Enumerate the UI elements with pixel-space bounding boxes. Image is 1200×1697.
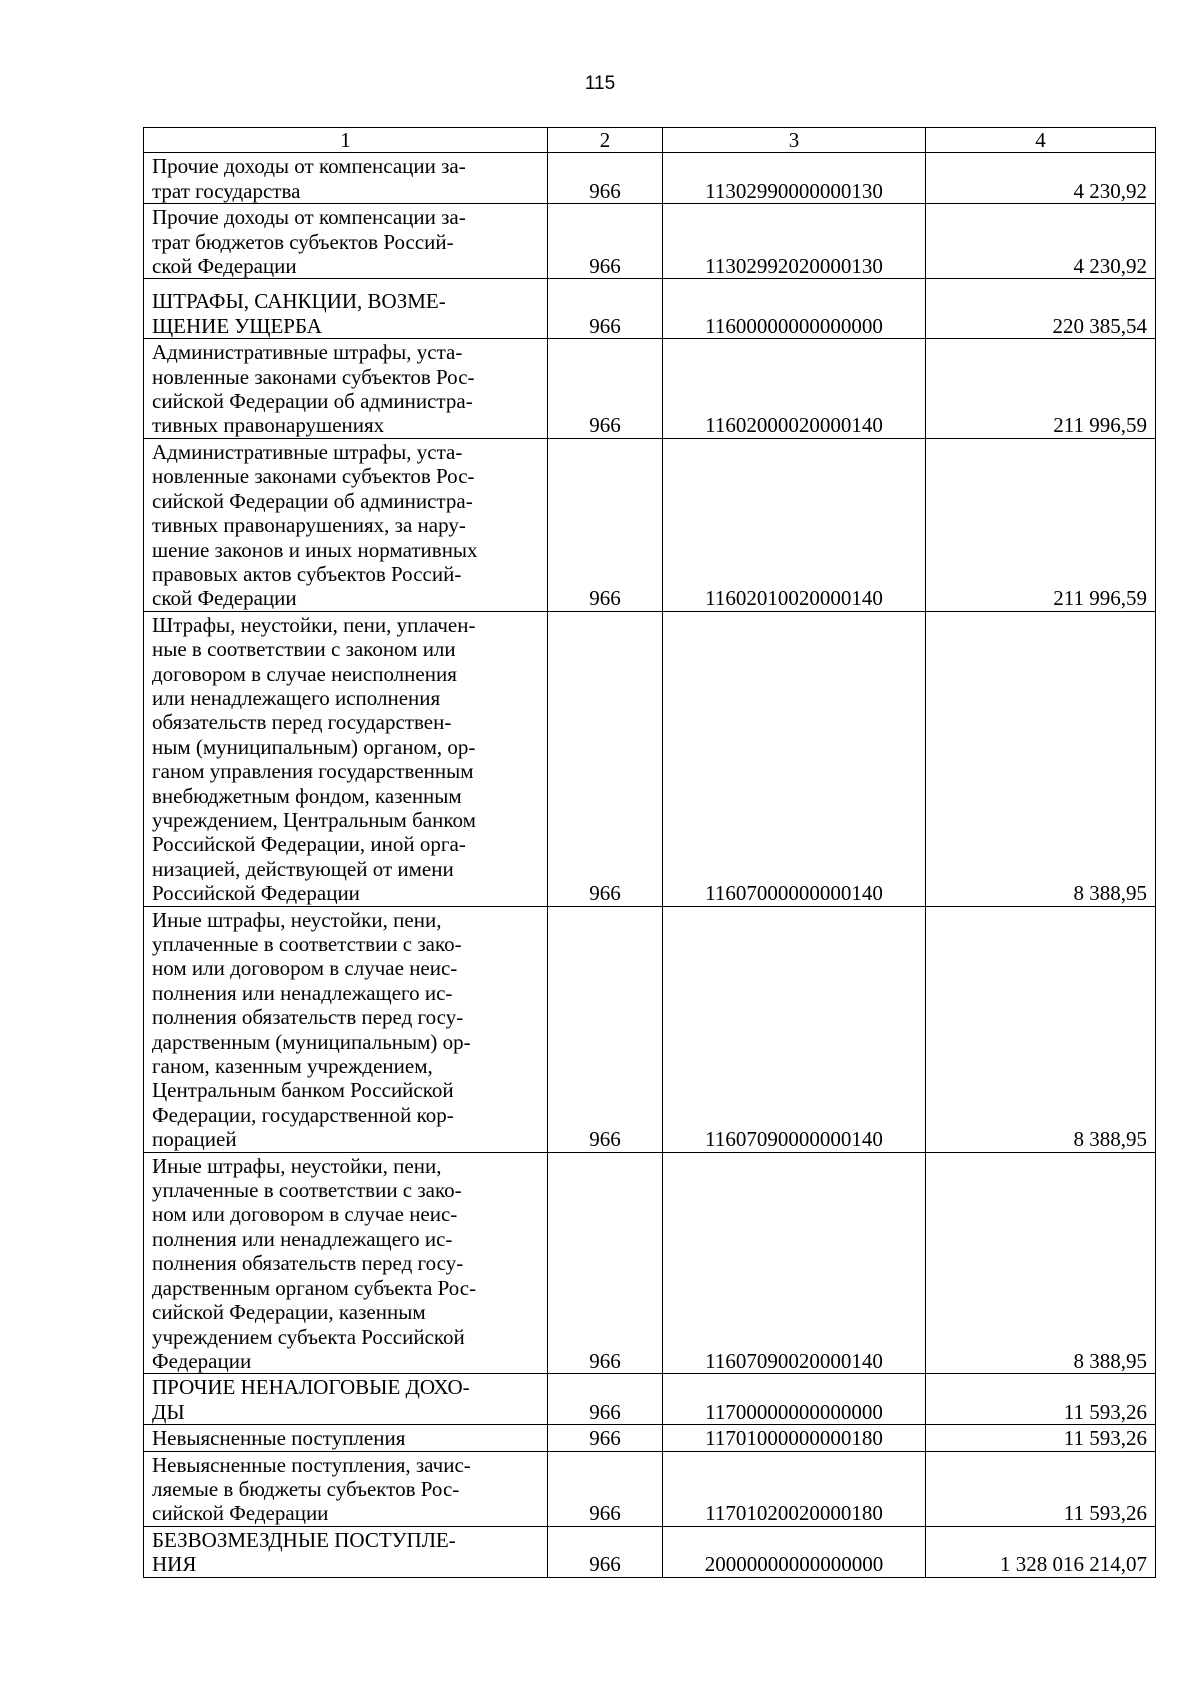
amount-cell: 8 388,95 (926, 1152, 1156, 1374)
budget-code-cell: 20000000000000000 (663, 1526, 926, 1577)
revenue-name-cell (144, 906, 548, 1152)
revenue-name-line: сийской Федерации (152, 1501, 329, 1526)
revenue-name-line: полнения или ненадлежащего ис- (152, 1226, 453, 1251)
revenue-name-line: Прочие доходы от компенсации за- (152, 205, 466, 230)
revenue-name-line: шение законов и иных нормативных (152, 537, 478, 562)
revenue-name-line: Федерации, государственной кор- (152, 1102, 454, 1127)
revenue-name-cell (144, 153, 548, 204)
revenue-name-line: ным (муниципальным) органом, ор- (152, 734, 476, 759)
revenue-name-cell (144, 339, 548, 439)
table-row (144, 204, 1156, 279)
budget-code-cell: 11602010020000140 (663, 438, 926, 611)
amount-cell: 4 230,92 (926, 153, 1156, 204)
admin-code-cell: 966 (548, 1152, 663, 1374)
admin-code-cell: 966 (548, 339, 663, 439)
budget-code-cell: 11602000020000140 (663, 339, 926, 439)
revenue-name-line: Российской Федерации, иной орга- (152, 832, 466, 857)
table-row (144, 906, 1156, 1152)
revenue-name-line: Штрафы, неустойки, пени, уплачен- (152, 612, 476, 637)
revenue-name-cell (144, 1451, 548, 1526)
revenue-name-line: ганом управления государственным (152, 759, 474, 784)
table-row (144, 1451, 1156, 1526)
revenue-name-line: сийской Федерации об администра- (152, 389, 473, 414)
admin-code-cell: 966 (548, 611, 663, 906)
revenue-name-line: НИЯ (152, 1552, 197, 1577)
revenue-name-line: сийской Федерации, казенным (152, 1300, 426, 1325)
column-header-1: 1 (144, 128, 548, 153)
revenue-name-line: ляемые в бюджеты субъектов Рос- (152, 1476, 460, 1501)
revenue-name-line: трат бюджетов субъектов Россий- (152, 229, 454, 254)
page-number: 115 (584, 73, 616, 94)
revenue-name-line: внебюджетным фондом, казенным (152, 783, 462, 808)
revenue-name-line: дарственным (муниципальным) ор- (152, 1029, 471, 1054)
revenue-name-line: новленные законами субъектов Рос- (152, 364, 475, 389)
admin-code-cell: 966 (548, 906, 663, 1152)
amount-cell: 211 996,59 (926, 438, 1156, 611)
table-header-row (144, 128, 1156, 153)
revenue-name-line: ганом, казенным учреждением, (152, 1054, 433, 1079)
revenue-name-line: полнения обязательств перед госу- (152, 1005, 464, 1030)
admin-code-cell: 966 (548, 1425, 663, 1451)
revenue-name-line: Центральным банком Российской (152, 1078, 454, 1103)
revenue-name-line: ДЫ (152, 1399, 185, 1424)
revenue-name-cell (144, 1526, 548, 1577)
revenue-name-line: ской Федерации (152, 586, 297, 611)
amount-cell: 4 230,92 (926, 204, 1156, 279)
revenue-name-line: учреждением, Центральным банком (152, 807, 476, 832)
admin-code-cell: 966 (548, 1451, 663, 1526)
revenue-table (143, 127, 1156, 1578)
table-row (144, 1152, 1156, 1374)
budget-code-cell: 11607090020000140 (663, 1152, 926, 1374)
revenue-name-cell (144, 1374, 548, 1425)
revenue-name-line: полнения или ненадлежащего ис- (152, 980, 453, 1005)
revenue-name-cell (144, 279, 548, 339)
revenue-name-line: ЩЕНИЕ УЩЕРБА (152, 313, 322, 338)
revenue-name-cell (144, 204, 548, 279)
admin-code-cell: 966 (548, 153, 663, 204)
revenue-name-line: ном или договором в случае неис- (152, 956, 458, 981)
revenue-name-cell (144, 611, 548, 906)
revenue-name-line: ской Федерации (152, 254, 297, 279)
revenue-name-line: тивных правонарушениях, за нару- (152, 513, 466, 538)
admin-code-cell: 966 (548, 1374, 663, 1425)
revenue-name-line: дарственным органом субъекта Рос- (152, 1275, 477, 1300)
revenue-name-line: ном или договором в случае неис- (152, 1202, 458, 1227)
budget-code-cell: 11607090000000140 (663, 906, 926, 1152)
amount-cell: 11 593,26 (926, 1374, 1156, 1425)
revenue-name-line: Федерации (152, 1348, 252, 1373)
amount-cell: 11 593,26 (926, 1451, 1156, 1526)
revenue-name-line: Невыясненные поступления, зачис- (152, 1452, 471, 1477)
revenue-name-line: Иные штрафы, неустойки, пени, (152, 1153, 442, 1178)
revenue-name-line: Российской Федерации (152, 881, 360, 906)
revenue-name-line: полнения обязательств перед госу- (152, 1251, 464, 1276)
revenue-name-line: обязательств перед государствен- (152, 710, 452, 735)
revenue-name-cell (144, 1152, 548, 1374)
revenue-name-line: тивных правонарушениях (152, 413, 385, 438)
budget-code-cell: 11700000000000000 (663, 1374, 926, 1425)
amount-cell: 211 996,59 (926, 339, 1156, 439)
column-header-3: 3 (663, 128, 926, 153)
revenue-name-line: ПРОЧИЕ НЕНАЛОГОВЫЕ ДОХО- (152, 1375, 470, 1400)
table-row (144, 339, 1156, 439)
admin-code-cell: 966 (548, 1526, 663, 1577)
budget-code-cell: 11701020020000180 (663, 1451, 926, 1526)
column-header-4: 4 (926, 128, 1156, 153)
budget-code-cell: 11607000000000140 (663, 611, 926, 906)
revenue-name-line: новленные законами субъектов Рос- (152, 464, 475, 489)
revenue-name-line: договором в случае неисполнения (152, 661, 457, 686)
admin-code-cell: 966 (548, 204, 663, 279)
revenue-name-line: ные в соответствии с законом или (152, 637, 456, 662)
admin-code-cell: 966 (548, 279, 663, 339)
revenue-name-line: Административные штрафы, уста- (152, 340, 463, 365)
revenue-name-line: низацией, действующей от имени (152, 856, 454, 881)
revenue-name-line: Иные штрафы, неустойки, пени, (152, 907, 442, 932)
revenue-name-line: уплаченные в соответствии с зако- (152, 1178, 462, 1203)
admin-code-cell: 966 (548, 438, 663, 611)
amount-cell: 8 388,95 (926, 906, 1156, 1152)
table-row (144, 1425, 1156, 1451)
table-row (144, 438, 1156, 611)
revenue-name-line: Административные штрафы, уста- (152, 439, 463, 464)
revenue-name-cell (144, 1425, 548, 1451)
revenue-name-line: трат государства (152, 178, 301, 203)
table-row (144, 153, 1156, 204)
revenue-name-line: учреждением субъекта Российской (152, 1324, 465, 1349)
revenue-name-line: правовых актов субъектов Россий- (152, 561, 462, 586)
revenue-name-cell (144, 438, 548, 611)
revenue-name-line: сийской Федерации об администра- (152, 488, 473, 513)
revenue-name-line: уплаченные в соответствии с зако- (152, 932, 462, 956)
table-row (144, 279, 1156, 339)
revenue-name-line: Невыясненные поступления (152, 1426, 406, 1451)
budget-code-cell: 11302990000000130 (663, 153, 926, 204)
budget-code-cell: 11600000000000000 (663, 279, 926, 339)
revenue-name-line: или ненадлежащего исполнения (152, 685, 441, 710)
amount-cell: 220 385,54 (926, 279, 1156, 339)
table-row (144, 611, 1156, 906)
table-row (144, 1374, 1156, 1425)
revenue-name-line: Прочие доходы от компенсации за- (152, 154, 466, 179)
amount-cell: 11 593,26 (926, 1425, 1156, 1451)
table-row (144, 1526, 1156, 1577)
budget-code-cell: 11302992020000130 (663, 204, 926, 279)
amount-cell: 8 388,95 (926, 611, 1156, 906)
revenue-name-line: БЕЗВОЗМЕЗДНЫЕ ПОСТУПЛЕ- (152, 1527, 456, 1552)
revenue-name-line: ШТРАФЫ, САНКЦИИ, ВОЗМЕ- (152, 289, 446, 314)
revenue-name-line: порацией (152, 1127, 237, 1152)
amount-cell: 1 328 016 214,07 (926, 1526, 1156, 1577)
column-header-2: 2 (548, 128, 663, 153)
budget-code-cell: 11701000000000180 (663, 1425, 926, 1451)
